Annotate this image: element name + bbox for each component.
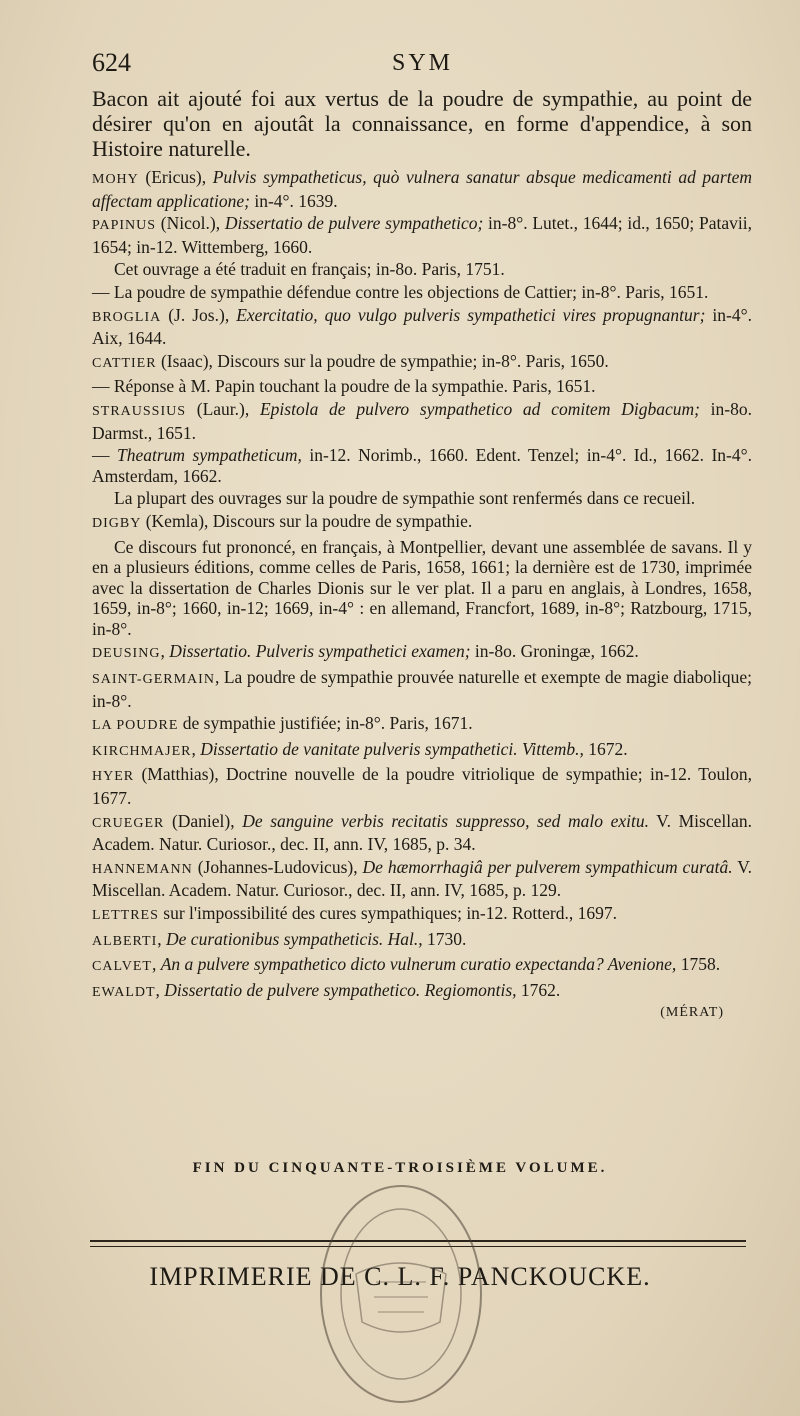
bibliography-entry (92, 445, 752, 486)
author-name: LETTRES (92, 908, 159, 923)
author-given: , (191, 738, 201, 759)
publication-details: in-4°. Aix, 1644. (92, 304, 752, 349)
author-name: DIGBY (92, 515, 142, 531)
author-given: (Ericus), (138, 167, 213, 187)
bibliography-entry (92, 811, 752, 855)
author-name: ALBERTI (92, 933, 158, 949)
entry-note (92, 488, 752, 509)
author-name: BROGLIA (92, 309, 162, 325)
publication-details: in-8o. Darmst., 1651. (92, 398, 752, 443)
author-given: (Kemla), (141, 510, 213, 531)
author-name: CALVET (92, 959, 152, 975)
work-title: Epistola de pulvero sympathetico ad comitem Digbacum; (259, 398, 700, 419)
work-text: Doctrine nouvelle de la poudre vitriolique de sympathie; in-12. Toulon, 1677. (92, 764, 752, 809)
author-name: HYER (92, 769, 135, 785)
work-text: Discours sur la poudre de sympathie; in-8°. Paris, 1650. (217, 350, 609, 371)
bibliography-entry (92, 980, 752, 1004)
work-title: Dissertatio de pulvere sympathetico. Regiomontis, (164, 979, 517, 1000)
entry-dash: — (92, 445, 117, 466)
author-name: EWALDT (92, 984, 156, 1000)
work-text: La poudre de sympathie prouvée naturelle et exempte de magie diabolique; in-8°. (92, 667, 753, 711)
bibliography-entry (92, 764, 752, 808)
publication-details: in-8o. Groningæ, 1662. (470, 641, 639, 662)
bibliography-entry (92, 511, 752, 535)
author-given: , (151, 954, 161, 975)
author-given: (Johannes-Ludovicus), (192, 856, 363, 877)
entry-dash: — (92, 281, 114, 302)
work-text: sur l'impossibilité des cures sympathiques; in-12. Rotterd., 1697. (163, 903, 618, 923)
bibliography-entry (92, 399, 752, 443)
author-name: LA POUDRE (92, 718, 179, 734)
bibliography-entry (92, 739, 752, 763)
work-title: Dissertatio. Pulveris sympathetici examen; (169, 641, 471, 662)
bibliography-entry (92, 351, 752, 375)
entry-note (92, 259, 752, 280)
bibliography-entry (92, 713, 752, 737)
author-given: (Laur.), (186, 398, 260, 419)
work-text: La poudre de sympathie défendue contre les objections de Cattier; in-8°. Paris, 1651. (113, 281, 709, 302)
author-name: SAINT-GERMAIN (92, 672, 215, 688)
work-text: Réponse à M. Papin touchant la poudre de la sympathie. Paris, 1651. (113, 376, 596, 397)
bibliography-entry (92, 929, 752, 953)
bibliography-entry (92, 213, 752, 257)
work-text: de sympathie justifiée; in-8°. Paris, 1671. (182, 713, 473, 734)
publication-details: 1762. (516, 979, 561, 1000)
author-given: (Isaac), (156, 350, 218, 371)
author-name: STRAUSSIUS (92, 403, 187, 419)
work-text: Discours sur la poudre de sympathie. (212, 510, 473, 531)
work-title: De hæmorrhagiâ per pulverem sympathicum curatâ. (362, 856, 733, 877)
work-title: De sanguine verbis recitatis suppresso, sed malo exitu. (242, 810, 649, 831)
note-text: La plupart des ouvrages sur la poudre de sympathie sont renfermés dans ce recueil. (114, 488, 696, 509)
publication-details: 1672. (583, 738, 628, 759)
intro-paragraph: Bacon ait ajouté foi aux vertus de la poudre de sympathie, au point de désirer qu'on en ajoutât la connaissance, en forme d'appendice, à son Histoire naturelle. (92, 86, 752, 161)
work-title: Pulvis sympatheticus, quò vulnera sanatur absque medicamenti ad partem affectam applicatione; (92, 167, 752, 211)
bibliography-entry (92, 641, 752, 665)
author-name: DEUSING (92, 646, 161, 662)
publication-details: in-8°. Lutet., 1644; id., 1650; Patavii, 1654; in-12. Wittemberg, 1660. (92, 213, 752, 257)
author-name: CRUEGER (92, 815, 165, 831)
page-number: 624 (92, 48, 131, 77)
author-given: , (157, 928, 167, 949)
publication-details: in-4°. 1639. (249, 190, 338, 211)
author-name: KIRCHMAJER (92, 743, 192, 759)
publication-details: V. Miscellan. Academ. Natur. Curiosor., dec. II, ann. IV, 1685, p. 34. (92, 810, 752, 855)
note-text: Cet ouvrage a été traduit en français; in-8o. Paris, 1751. (114, 259, 505, 280)
publication-details: 1730. (422, 928, 467, 949)
work-title: An a pulvere sympathetico dicto vulnerum curatio expectanda? Avenione, (160, 954, 677, 975)
bibliography-entry (92, 167, 752, 211)
work-title: De curationibus sympatheticis. Hal., (166, 928, 423, 949)
author-given: , (214, 667, 224, 688)
author-given: (Matthias), (134, 764, 227, 785)
author-signature: (MÉRAT) (660, 1005, 724, 1021)
author-name: MOHY (92, 172, 139, 187)
work-title: Theatrum sympatheticum, (116, 445, 302, 466)
page-header (92, 48, 750, 82)
author-given: , (155, 979, 165, 1000)
bibliography-entry (92, 305, 752, 349)
entry-dash: — (92, 376, 114, 397)
end-of-volume-notice: FIN DU CINQUANTE-TROISIÈME VOLUME. (192, 1160, 608, 1176)
library-stamp (316, 1182, 486, 1407)
bibliography-entry (92, 667, 752, 711)
author-given: (J. Jos.), (161, 304, 237, 325)
author-given: , (160, 641, 170, 662)
work-title: Exercitatio, quo vulgo pulveris sympathetici vires propugnantur; (236, 304, 706, 325)
author-name: PAPINUS (92, 218, 157, 234)
bibliography-entry (92, 857, 752, 901)
bibliography-entry (92, 282, 752, 303)
bibliography-entry (92, 903, 752, 927)
printer-imprint: IMPRIMERIE DE C. L. F. PANCKOUCKE. (149, 1262, 651, 1291)
note-text: Ce discours fut prononcé, en français, à Montpellier, devant une assemblée de savans. Il y en a plusieurs éditions, comme celles de Paris, 1658, 1661; la dernière est de 1730, imprimée avec la dissertation de Charles Dionis sur le ver plat. Il a paru en anglais, à Londres, 1658, 1659, in-8°; 1660, in-12; 1669, in-4° : en allemand, Francfort, 1689, in-8°; Ratzbourg, 1715, in-8°. (92, 536, 752, 639)
running-head: SYM (392, 50, 454, 76)
author-given: (Nicol.), (156, 213, 225, 234)
work-title: Dissertatio de vanitate pulveris sympathetici. Vittemb., (200, 738, 584, 759)
author-name: CATTIER (92, 355, 157, 371)
page-body (92, 86, 752, 1021)
publication-details: V. Miscellan. Academ. Natur. Curiosor., dec. II, ann. IV, 1685, p. 129. (92, 856, 752, 901)
author-name: HANNEMANN (92, 861, 193, 877)
bibliography (92, 167, 752, 1003)
publication-details: 1758. (676, 954, 721, 975)
bibliography-entry (92, 376, 752, 397)
author-given: (Daniel), (164, 810, 243, 831)
bibliography-entry (92, 954, 752, 978)
publication-details: in-12. Norimb., 1660. Edent. Tenzel; in-4°. Id., 1662. In-4°. Amsterdam, 1662. (92, 445, 752, 486)
work-title: Dissertatio de pulvere sympathetico; (224, 213, 484, 234)
entry-note (92, 537, 752, 640)
